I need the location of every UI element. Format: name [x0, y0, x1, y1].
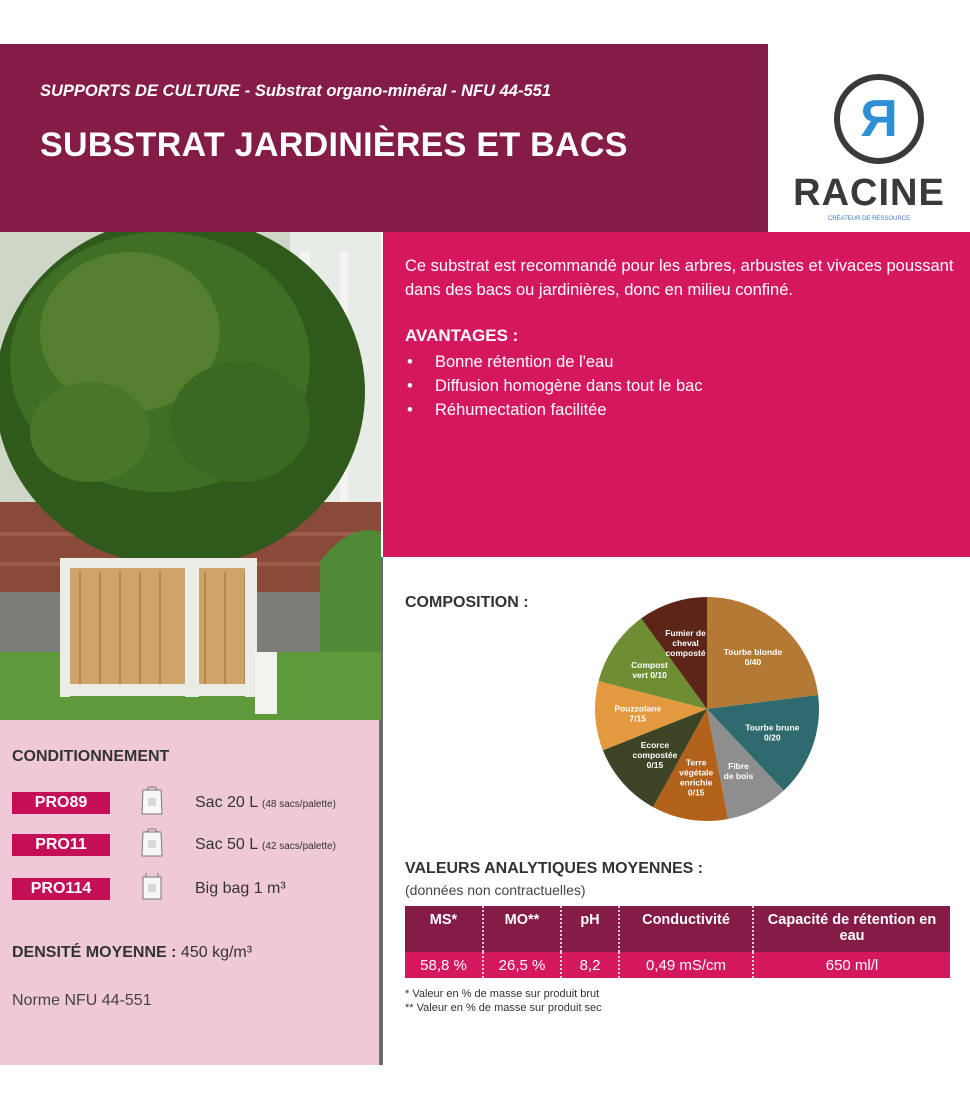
big-bag-icon: [140, 872, 164, 902]
pie-slice-label: Compost vert 0/10: [631, 659, 668, 680]
conditionnement-title: CONDITIONNEMENT: [12, 748, 170, 765]
product-code-badge: PRO114: [12, 878, 110, 900]
header-banner: [0, 44, 768, 232]
density-value: 450 kg/m³: [180, 944, 253, 961]
footnotes: [405, 987, 602, 1015]
document-title: SUBSTRAT JARDINIÈRES ET BACS: [40, 126, 628, 164]
footnote: * Valeur en % de masse sur produit brut: [405, 988, 600, 1000]
norme: Norme NFU 44-551: [12, 992, 152, 1009]
table-cell: 26,5 %: [483, 952, 561, 978]
table-cell: 650 ml/l: [753, 952, 950, 978]
packaging-note: (42 sacs/palette): [262, 841, 336, 852]
section-divider: [381, 557, 383, 1065]
pie-slice-label: Terre végétale enrichie 0/15: [679, 757, 714, 798]
valeurs-title: VALEURS ANALYTIQUES MOYENNES :: [405, 860, 704, 877]
table-header-row: [405, 906, 950, 952]
pie-slice-label: Ecorce compostée 0/15: [632, 739, 678, 770]
table-cell: 58,8 %: [405, 952, 483, 978]
table-header-cell: Capacité de rétention en eau: [753, 906, 950, 952]
bag-icon: [140, 828, 164, 858]
pie-slice-label: Tourbe blonde 0/40: [723, 646, 783, 667]
packaging-row: [12, 878, 372, 900]
document-subtitle: SUPPORTS DE CULTURE - Substrat organo-minéral - NFU 44-551: [40, 82, 551, 100]
valeurs-table: [405, 906, 950, 978]
advantage-item: • Bonne rétention de l'eau: [405, 350, 703, 374]
pie-slice-label: Fumier de cheval composté: [665, 627, 706, 658]
valeurs-subtitle: (données non contractuelles): [405, 882, 586, 898]
product-code-badge: PRO89: [12, 792, 110, 814]
logo-ring: [834, 74, 924, 164]
conditionnement-panel: [0, 720, 381, 1065]
packaging-row: [12, 792, 372, 814]
logo-brand: RACINE: [793, 172, 945, 214]
advantage-item: • Réhumectation facilitée: [405, 398, 703, 422]
table-header-cell: Conductivité: [619, 906, 753, 952]
bag-icon: [140, 786, 164, 816]
logo-tagline: CRÉATEUR DE RESSOURCE: [827, 216, 911, 222]
pie-slice-label: Pouzzolane 7/15: [614, 703, 662, 724]
packaging-row: [12, 834, 372, 856]
product-code-badge: PRO11: [12, 834, 110, 856]
composition-title: COMPOSITION :: [405, 594, 529, 611]
logo-glyph: R: [860, 90, 898, 148]
packaging-label: [195, 794, 336, 812]
advantages-title: AVANTAGES :: [405, 326, 519, 345]
pie-slice-label: Fibre de bois: [723, 760, 754, 781]
composition-pie-chart: [592, 594, 822, 824]
pie-slice-label: Tourbe brune 0/20: [745, 722, 800, 743]
packaging-note: (48 sacs/palette): [262, 799, 336, 810]
density-label: DENSITÉ MOYENNE :: [12, 944, 177, 961]
advantages-list: [405, 350, 703, 422]
packaging-label: [195, 836, 336, 854]
density: [12, 944, 252, 962]
table-cell: 8,2: [561, 952, 619, 978]
table-row: [405, 952, 950, 978]
packaging-label: [195, 880, 286, 898]
table-header-cell: MO**: [483, 906, 561, 952]
intro-text: Ce substrat est recommandé pour les arbres, arbustes et vivaces poussant dans des bacs ou jardinières, donc en milieu confiné.: [405, 257, 954, 299]
product-photo: [0, 232, 381, 720]
packaging-size: Sac 50 L: [195, 836, 258, 853]
table-cell: 0,49 mS/cm: [619, 952, 753, 978]
table-header-cell: pH: [561, 906, 619, 952]
racine-logo: [768, 44, 970, 232]
advantage-item: • Diffusion homogène dans tout le bac: [405, 374, 703, 398]
packaging-size: Big bag 1 m³: [195, 880, 286, 897]
intro-panel: [383, 232, 970, 557]
footnote: ** Valeur en % de masse sur produit sec: [405, 1002, 602, 1014]
table-header-cell: MS*: [405, 906, 483, 952]
packaging-size: Sac 20 L: [195, 794, 258, 811]
